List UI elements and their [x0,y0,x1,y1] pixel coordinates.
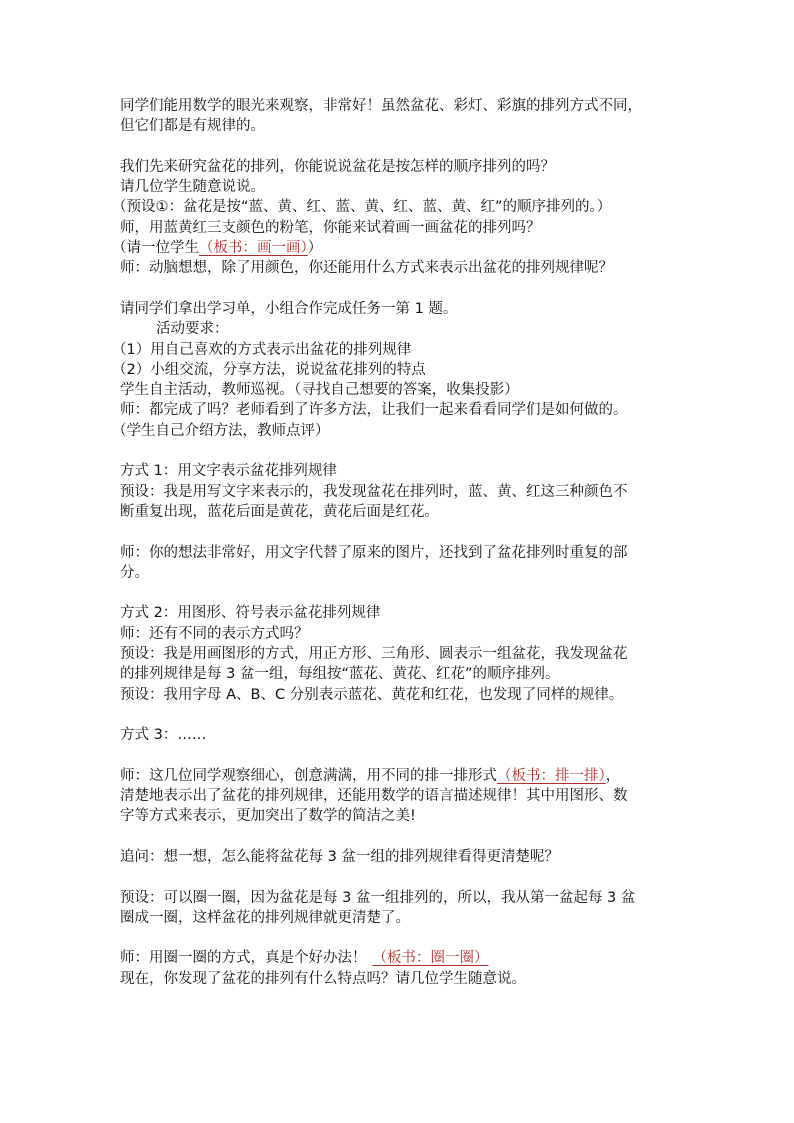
board-note: （板书：圈一圈） [372,950,489,967]
text-line: 请同学们拿出学习单，小组合作完成任务一第 1 题。 [120,300,458,317]
text-line: 同学们能用数学的眼光来观察，非常好！虽然盆花、彩灯、彩旗的排列方式不同， [120,98,642,114]
text-span: ， [605,767,621,784]
blank-line [120,705,694,725]
text-line: 请几位学生随意说说。 [120,179,265,196]
text-line: 方式 3：…… [120,727,207,744]
text-line: 清楚地表示出了盆花的排列规律，还能用数学的语言描述规律！其中用图形、数 [120,788,628,805]
board-note: （板书：排一排） [497,767,606,784]
text-line: 预设：我用字母 A、B、C 分别表示蓝花、黄花和红花，也发现了同样的规律。 [120,686,624,703]
text-line: 字等方式来表示，更加突出了数学的简洁之美! [120,808,416,825]
text-line: 师，用蓝黄红三支颜色的粉笔，你能来试着画一画盆花的排列吗？ [120,219,541,236]
text-line: 但它们都是有规律的。 [120,118,265,135]
text-line: 分。 [120,564,149,581]
text-line: 我们先来研究盆花的排列，你能说说盆花是按怎样的顺序排列的吗？ [120,158,555,175]
text-line: 师：你的想法非常好，用文字代替了原来的图片，还找到了盆花排列时重复的部 [120,544,628,561]
blank-line [120,583,694,603]
text-line: 活动要求： [156,321,229,338]
board-note: （板书：画一画） [199,240,308,257]
blank-line [120,867,694,887]
text-line: 预设：我是用画图形的方式，用正方形、三角形、圆表示一组盆花，我发现盆花 [120,646,628,663]
text-line: 断重复出现，蓝花后面是黄花，黄花后面是红花。 [120,503,439,520]
text-line: （1）用自己喜欢的方式表示出盆花的排列规律 [112,341,412,358]
text-line: 师：都完成了吗？老师看到了许多方法，让我们一起来看看同学们是如何做的。 [120,402,628,419]
blank-line [120,928,694,948]
text-line: 师：动脑想想，除了用颜色，你还能用什么方式来表示出盆花的排列规律呢？ [120,260,613,277]
text-span: （请一位学生 [112,240,199,257]
text-line: （2）小组交流，分享方法，说说盆花排列的特点 [112,361,426,378]
text-line: 师：还有不同的表示方式吗？ [120,625,309,642]
text-line: （学生自己介绍方法，教师点评） [112,422,330,439]
text-line: 追问：想一想，怎么能将盆花每 3 盆一组的排列规律看得更清楚呢？ [120,848,559,865]
text-span: ） [307,240,323,257]
text-line: （预设①：盆花是按“蓝、黄、红、蓝、黄、红、蓝、黄、红”的顺序排列的。） [112,199,612,216]
text-line: 学生自主活动，教师巡视。（寻找自己想要的答案，收集投影） [120,382,519,399]
text-line: 方式 2：用图形、符号表示盆花排列规律 [120,605,381,622]
text-line: 方式 1：用文字表示盆花排列规律 [120,463,337,480]
text-line: 现在，你发现了盆花的排列有什么特点吗？请几位学生随意说。 [120,970,526,987]
text-line [120,948,694,968]
blank-line [120,746,694,766]
text-line [120,766,694,786]
blank-line [120,137,694,157]
blank-line [120,827,694,847]
text-line: 圈成一圈，这样盆花的排列规律就更清楚了。 [120,909,410,926]
text-line: 预设：我是用写文字来表示的，我发现盆花在排列时，蓝、黄、红这三种颜色不 [120,483,628,500]
blank-line [120,279,694,299]
blank-line [120,441,694,461]
text-line: 的排列规律是每 3 盆一组，每组按“蓝花、黄花、红花”的顺序排列。 [120,666,560,683]
text-span: 师：这几位同学观察细心，创意满满，用不同的排一排形式 [120,767,497,784]
text-span: 师：用圈一圈的方式，真是个好办法！ [120,950,367,967]
text-line: 预设：可以圈一圈，因为盆花是每 3 盆一组排列的，所以，我从第一盆起每 3 盆 [120,889,636,906]
text-line [112,238,694,258]
blank-line [120,522,694,542]
